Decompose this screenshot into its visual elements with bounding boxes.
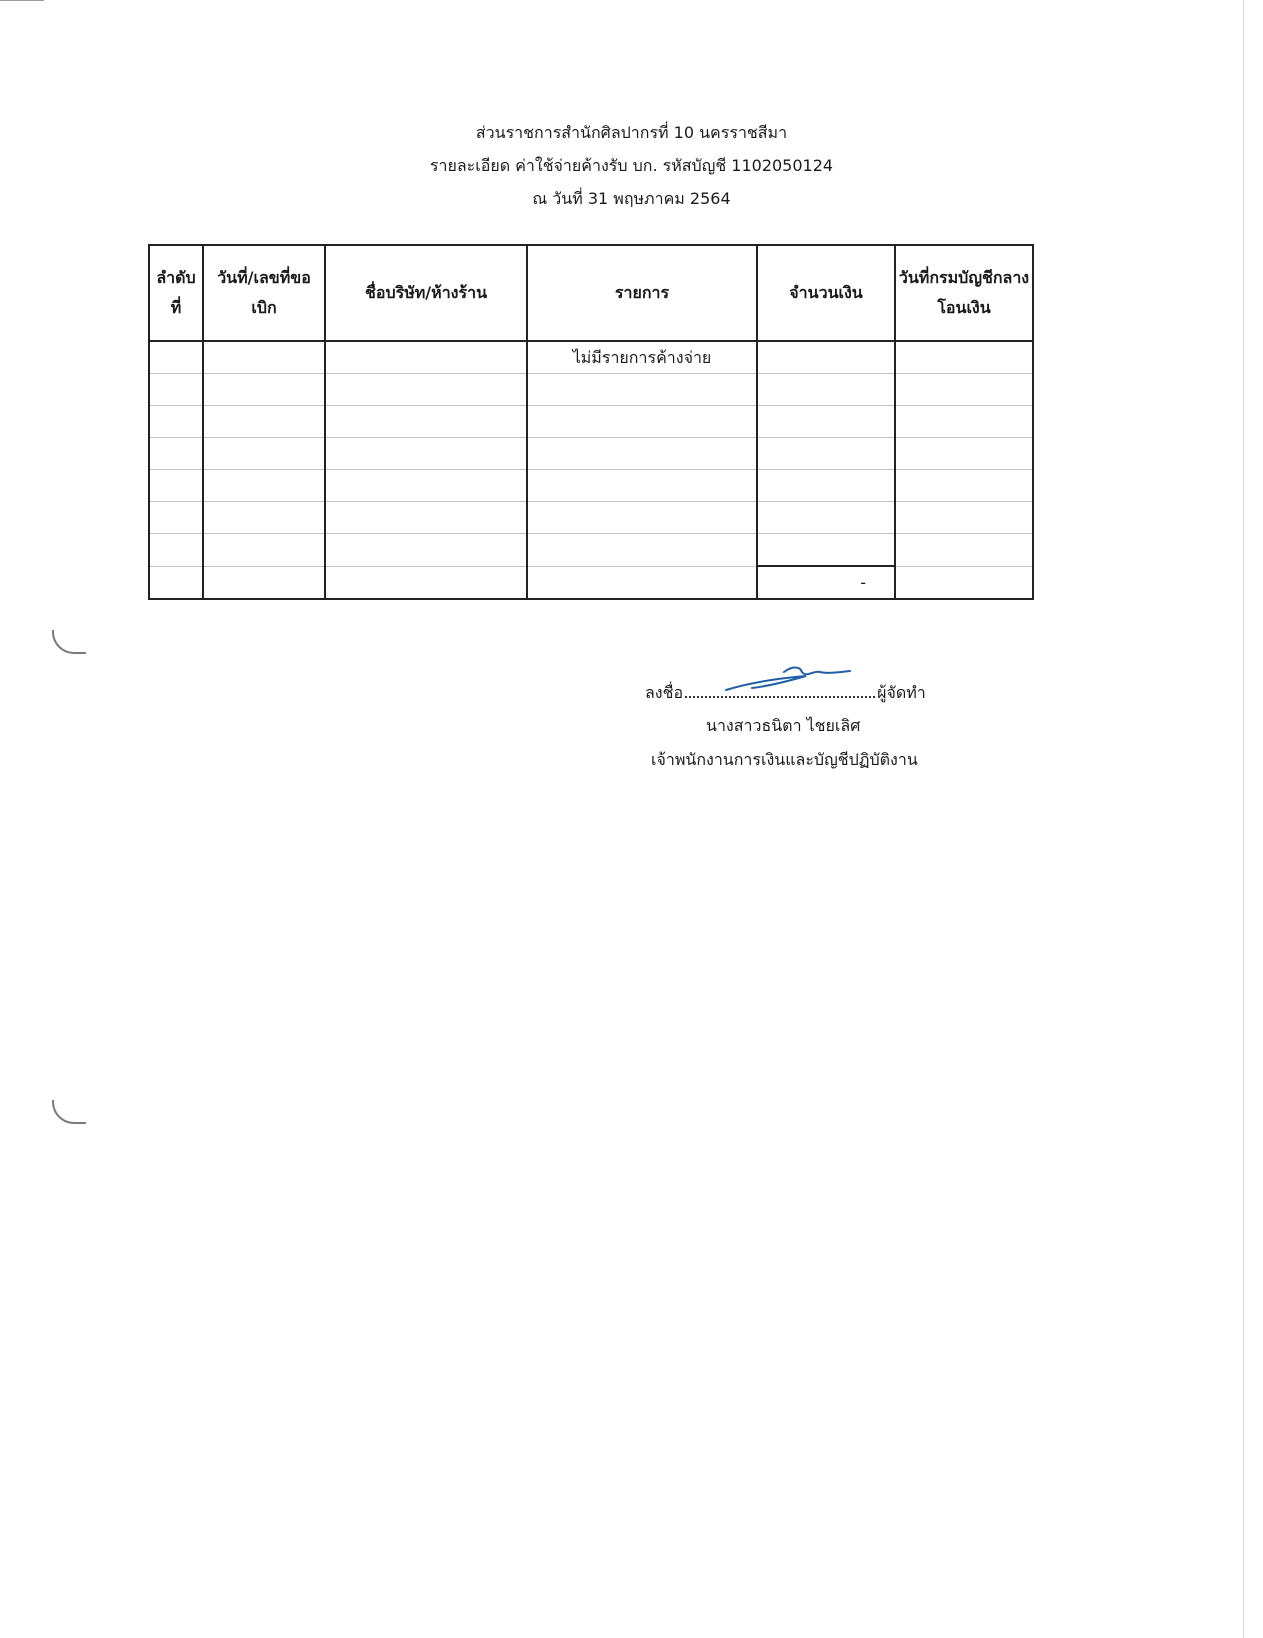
cell xyxy=(325,502,527,534)
cell xyxy=(895,534,1033,567)
cell xyxy=(149,502,203,534)
report-table xyxy=(148,244,1034,600)
cell xyxy=(895,406,1033,438)
table-row xyxy=(149,341,1033,374)
cell xyxy=(325,534,527,567)
cell xyxy=(325,406,527,438)
table-header-row xyxy=(149,245,1033,341)
signatory-name: นางสาวธนิตา ไชยเลิศ xyxy=(706,716,861,735)
cell xyxy=(757,406,895,438)
corner-mark xyxy=(0,0,44,1)
cell xyxy=(895,374,1033,406)
cell xyxy=(527,534,757,567)
cell xyxy=(325,470,527,502)
cell xyxy=(149,534,203,567)
cell xyxy=(757,438,895,470)
cell xyxy=(325,566,527,599)
cell xyxy=(527,470,757,502)
cell xyxy=(325,341,527,374)
table-row xyxy=(149,438,1033,470)
cell xyxy=(895,502,1033,534)
cell xyxy=(203,566,325,599)
cell xyxy=(325,374,527,406)
cell xyxy=(757,470,895,502)
header-agency: ส่วนราชการสำนักศิลปากรที่ 10 นครราชสีมา xyxy=(475,123,788,142)
cell xyxy=(149,470,203,502)
cell xyxy=(527,374,757,406)
total-amount: - xyxy=(757,566,895,599)
col-amount: จำนวนเงิน xyxy=(757,245,895,341)
cell xyxy=(757,502,895,534)
cell-note xyxy=(527,341,757,374)
binder-hole-mark xyxy=(52,1100,86,1124)
cell xyxy=(895,341,1033,374)
cell xyxy=(203,470,325,502)
cell xyxy=(757,341,895,374)
table-row xyxy=(149,534,1033,567)
col-seq: ลำดับที่ xyxy=(149,245,203,341)
cell xyxy=(149,566,203,599)
cell xyxy=(527,502,757,534)
cell xyxy=(203,502,325,534)
cell xyxy=(149,406,203,438)
cell xyxy=(203,374,325,406)
handwritten-signature xyxy=(722,660,852,696)
cell xyxy=(149,438,203,470)
table-row xyxy=(149,406,1033,438)
table-row xyxy=(149,374,1033,406)
cell xyxy=(203,406,325,438)
cell xyxy=(527,438,757,470)
signature-suffix: ผู้จัดทำ xyxy=(877,683,926,702)
cell xyxy=(149,374,203,406)
cell xyxy=(325,438,527,470)
cell xyxy=(203,438,325,470)
table-total-row xyxy=(149,566,1033,599)
no-items-note: ไม่มีรายการค้างจ่าย xyxy=(572,348,712,367)
col-transfer-date: วันที่กรมบัญชีกลางโอนเงิน xyxy=(895,245,1033,341)
signature-prefix: ลงชื่อ xyxy=(645,683,684,702)
signatory-title: เจ้าพนักงานการเงินและบัญชีปฏิบัติงาน xyxy=(651,750,918,769)
cell xyxy=(203,341,325,374)
page-edge xyxy=(1243,0,1244,1638)
col-company: ชื่อบริษัท/ห้างร้าน xyxy=(325,245,527,341)
cell xyxy=(149,341,203,374)
col-date-no: วันที่/เลขที่ขอเบิก xyxy=(203,245,325,341)
cell xyxy=(895,438,1033,470)
cell xyxy=(203,534,325,567)
cell xyxy=(527,566,757,599)
cell xyxy=(757,534,895,567)
cell xyxy=(895,566,1033,599)
col-item: รายการ xyxy=(527,245,757,341)
binder-hole-mark xyxy=(52,630,86,654)
table-row xyxy=(149,470,1033,502)
cell xyxy=(757,374,895,406)
cell xyxy=(527,406,757,438)
header-title: รายละเอียด ค่าใช้จ่ายค้างรับ บก. รหัสบัญชี 1102050124 xyxy=(429,156,834,175)
table-row xyxy=(149,502,1033,534)
header-date: ณ วันที่ 31 พฤษภาคม 2564 xyxy=(532,189,731,208)
cell xyxy=(895,470,1033,502)
